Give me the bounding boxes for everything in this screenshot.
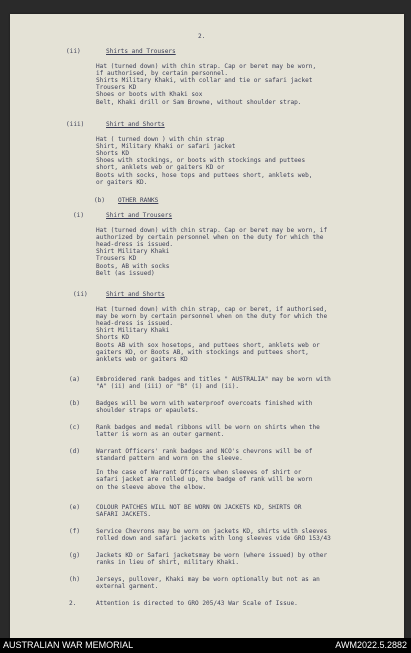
body-line: short, anklets web or gaiters KD or (96, 164, 225, 172)
body-line: Rank badges and medal ribbons will be worn on shirts when the (96, 424, 320, 431)
body-line: Service Chevrons may be worn on jackets KD, shirts with sleeves (96, 528, 328, 535)
body-line: Shorts KD (96, 334, 130, 342)
section-label: (b) (94, 197, 106, 204)
section-label: (iii) (66, 121, 85, 128)
item-label: (f) (69, 528, 81, 535)
body-line: may be worn by certain personnel when on the duty for which the (96, 313, 328, 321)
footer-accession-number: AWM2022.5.2882 (335, 640, 407, 650)
body-line: Shirt Military Khaki (96, 327, 170, 335)
body-line: Jackets KD or Safari jacketsmay be worn (where issued) by other (96, 552, 328, 559)
body-line: Shirt Military Khaki (96, 248, 170, 256)
body-line: Embroidered rank badges and titles " AUSTRALIA" may be worn with (96, 376, 331, 383)
body-line: Trousers KD (96, 84, 137, 92)
body-line: In the case of Warrant Officers when sleeves of shirt or (96, 469, 302, 477)
body-line: rolled down and safari jackets with long sleeves vide GRO 153/43 (96, 535, 331, 543)
body-line: Warrant Officers' rank badges and NCO's chevrons will be of (96, 448, 313, 455)
body-line: safari jacket are rolled up, the badge of rank will be worn (96, 476, 313, 484)
body-line: Hat ( turned down ) with chin strap (96, 136, 225, 143)
body-line: Belt, Khaki drill or Sam Browne, without shoulder strap. (96, 98, 302, 106)
body-line: Shorts KD (96, 150, 130, 158)
body-line: Hat (turned down) with chin strap. Cap or beret may be worn, (96, 63, 317, 70)
item-label: (h) (69, 576, 81, 583)
body-line: Boots AB with sox hosetops, and puttees short, anklets web or (96, 341, 320, 349)
body-line: head-dress is issued. (96, 241, 174, 249)
section-label: (ii) (66, 48, 81, 55)
body-line: Badges will be worn with waterproof overcoats finished with (96, 400, 313, 407)
body-line: on the sleeve above the elbow. (96, 483, 207, 491)
document-page (10, 14, 404, 638)
body-line: Hat (turned down) with chin strap. Cap or beret may be worn, if (96, 227, 328, 234)
body-line: external garment. (96, 583, 159, 591)
body-line: ranks in lieu of shirt, military Khaki. (96, 559, 240, 567)
body-line: anklets web or gaiters KD (96, 355, 188, 363)
body-line: SAFARI JACKETS. (96, 511, 152, 519)
section-label: (ii) (73, 291, 88, 298)
body-line: Hat (turned down) with chin strap, cap or beret, if authorised, (96, 306, 328, 313)
item-label: (d) (69, 448, 81, 455)
body-line: latter is worn as an outer garment. (96, 431, 225, 439)
body-line: Boots with socks, hose tops and puttees short, anklets web, (96, 171, 313, 179)
body-line: Belt (as issued) (96, 269, 155, 277)
body-line: gaiters KD, or Boots AB, with stockings and puttees short, (96, 348, 309, 356)
body-line: Shoes with stockings, or boots with stockings and puttees (96, 157, 306, 165)
body-line: Jerseys, pullover, Khaki may be worn optionally but not as an (96, 576, 320, 583)
item-label: (e) (69, 504, 81, 511)
body-line: Shoes or boots with Khaki sox (96, 91, 203, 99)
section-heading: Shirt and Trousers (106, 212, 173, 219)
body-line: Shirts Military Khaki, with collar and tie or safari jacket (96, 77, 313, 85)
section-label: (i) (73, 212, 85, 219)
body-line: Trousers KD (96, 255, 137, 263)
body-line: "A" (ii) and (iii) or "B" (i) and (ii). (96, 383, 240, 391)
item-label: (b) (69, 400, 81, 407)
body-line: Attention is directed to GRO 205/43 War Scale of Issue. (96, 600, 298, 607)
body-line: Shirt, Military Khaki or safari jacket (96, 143, 236, 151)
body-line: if authorised, by certain personnel. (96, 70, 229, 78)
section-heading: OTHER RANKS (118, 197, 159, 204)
body-line: authorized by certain personnel when on the duty for which the (96, 234, 324, 242)
section-heading: Shirt and Shorts (106, 291, 165, 298)
item-label: 2. (69, 600, 77, 607)
item-label: (c) (69, 424, 81, 431)
body-line: standard pattern and worn on the sleeve. (96, 455, 243, 463)
body-line: head-dress is issued. (96, 320, 174, 328)
body-line: COLOUR PATCHES WILL NOT BE WORN ON JACKETS KD, SHIRTS OR (96, 504, 302, 511)
section-heading: Shirts and Trousers (106, 48, 176, 55)
footer-bar (0, 638, 411, 653)
body-line: Boots, AB with socks (96, 262, 170, 270)
body-line: or gaiters KD. (96, 178, 148, 186)
body-line: shoulder straps or epaulets. (96, 407, 199, 415)
item-label: (g) (69, 552, 81, 559)
item-label: (a) (69, 376, 81, 383)
section-heading: Shirt and Shorts (106, 121, 165, 128)
page-number: 2. (198, 33, 206, 40)
footer-institution: AUSTRALIAN WAR MEMORIAL (3, 640, 134, 650)
